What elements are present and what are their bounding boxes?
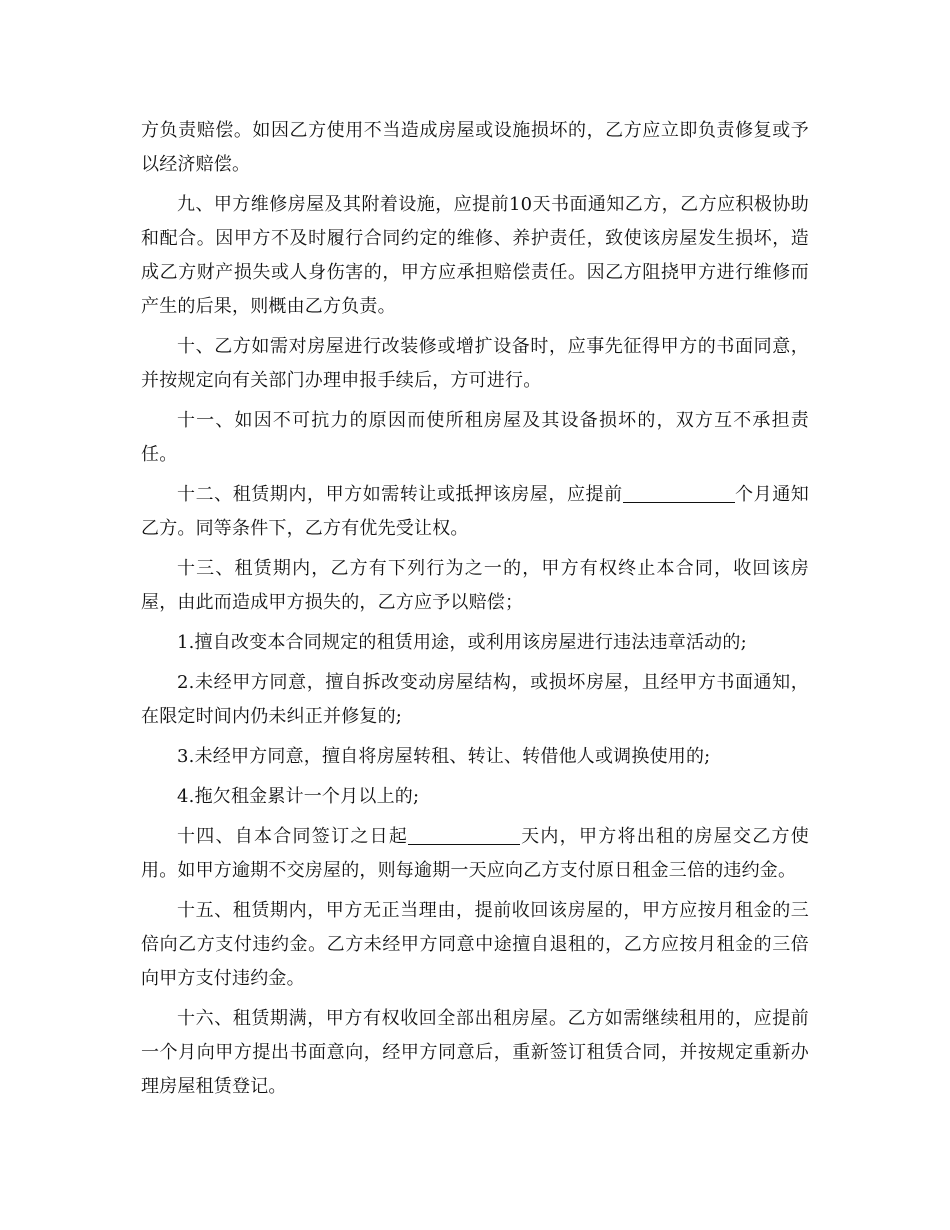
clause-13-item-1: 1.擅自改变本合同规定的租赁用途，或利用该房屋进行违法违章活动的; xyxy=(177,632,747,653)
clause-13: 十三、租赁期内，乙方有下列行为之一的，甲方有权终止本合同，收回该房屋，由此而造成甲方损失的，乙方应予以赔偿； xyxy=(141,558,809,613)
document-body xyxy=(141,114,809,1110)
clause-12-text-before: 十二、租赁期内，甲方如需转让或抵押该房屋，应提前 xyxy=(177,484,623,505)
clause-12 xyxy=(141,478,809,546)
clause-10: 十、乙方如需对房屋进行改装修或增扩设备时，应事先征得甲方的书面同意，并按规定向有关部门办理申报手续后，方可进行。 xyxy=(141,336,809,391)
clause-9: 九、甲方维修房屋及其附着设施，应提前10天书面通知乙方，乙方应积极协助和配合。因甲方不及时履行合同约定的维修、养护责任，致使该房屋发生损坏，造成乙方财产损失或人身伤害的，甲方应承担赔偿责任。因乙方阻挠甲方进行维修而产生的后果，则概由乙方负责。 xyxy=(141,194,809,317)
clause-16: 十六、租赁期满，甲方有权收回全部出租房屋。乙方如需继续租用的，应提前一个月向甲方提出书面意向，经甲方同意后，重新签订租赁合同，并按规定重新办理房屋租赁登记。 xyxy=(141,1008,809,1097)
fill-in-blank-days[interactable] xyxy=(408,824,520,845)
clause-14-text-before: 十四、自本合同签订之日起 xyxy=(177,826,409,847)
clause-14 xyxy=(141,820,809,888)
fill-in-blank-months[interactable] xyxy=(623,482,735,503)
clause-15: 十五、租赁期内，甲方无正当理由，提前收回该房屋的，甲方应按月租金的三倍向乙方支付违约金。乙方未经甲方同意中途擅自退租的，乙方应按月租金的三倍向甲方支付违约金。 xyxy=(141,900,809,989)
paragraph-continuation: 方负责赔偿。如因乙方使用不当造成房屋或设施损坏的，乙方应立即负责修复或予以经济赔偿。 xyxy=(141,120,809,175)
clause-13-item-2: 2.未经甲方同意，擅自拆改变动房屋结构，或损坏房屋，且经甲方书面通知，在限定时间内仍未纠正并修复的; xyxy=(141,672,809,727)
clause-12-text-after: 个月通知乙方。同等条件下，乙方有优先受让权。 xyxy=(141,484,809,539)
clause-13-item-4: 4.拖欠租金累计一个月以上的; xyxy=(177,786,420,807)
clause-14-text-after: 天内，甲方将出租的房屋交乙方使用。如甲方逾期不交房屋的，则每逾期一天应向乙方支付原日租金三倍的违约金。 xyxy=(141,826,809,881)
clause-11: 十一、如因不可抗力的原因而使所租房屋及其设备损坏的，双方互不承担责任。 xyxy=(141,410,809,465)
clause-13-item-3: 3.未经甲方同意，擅自将房屋转租、转让、转借他人或调换使用的; xyxy=(177,746,711,767)
